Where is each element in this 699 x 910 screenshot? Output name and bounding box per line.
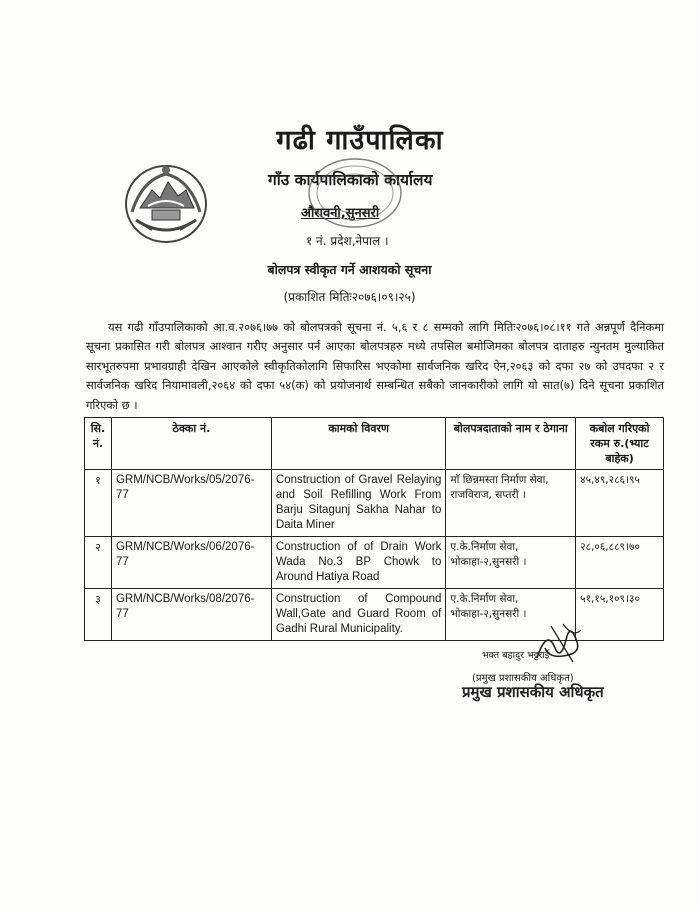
signatory-role: (प्रमुख प्रशासकीय अधिकृत) [472, 673, 574, 684]
header-sn: सि. नं. [85, 418, 112, 470]
row-bidder: ए.के.निर्माण सेवा, भोकाहा-२,सुनसरी । [446, 589, 576, 641]
row-bidder: ए.के.निर्माण सेवा, भोकाहा-२,सुनसरी । [446, 537, 576, 589]
header-desc: कामको विवरण [271, 418, 445, 470]
row-amount: ४५,४९,२८६।९५ [576, 470, 664, 537]
table-row [85, 537, 664, 589]
published-date: (प्रकाशित मितिः२०७६।०९।२५) [283, 290, 416, 304]
row-amount: २८,०६,८८९।७० [576, 537, 664, 589]
table-header-row [85, 418, 664, 470]
office-stamp [300, 150, 410, 236]
notice-body: यस गढी गाँउपालिकाको आ.व.२०७६।७७ को बोलपत्रको सूचना नं. ५,६ र ८ सम्मको लागि मितिः२०७६।०८।११ गते अन्नपूर्ण दैनिकमा सूचना प्रकासित गरी बोलपत्र आश्वान गरीए अनुसार पर्न आएका बोलपत्रहरु मध्ये तपसिल बमोजिमका बोलपत्र दाताहरु न्युनतम मुल्याकित सारभूतरुपमा प्रभावग्राही देखिन आएकोले स्वीकृतिकोलागि सिफारिस भएकोमा सार्वजनिक खरिद ऐन,२०६३ को दफा २७ को उपदफा २ र सार्वजनिक खरिद नियामावली,२०६४ को दफा ५४(क) को प्रयोजनार्थ सम्बन्धित सबैको जानकारीको लागि यो सात(७) दिने सूचना प्रकाशित गरिएको छ । [86, 320, 664, 412]
row-desc: Construction of of Drain Work Wada No.3 BP Chowk to Around Hatiya Road [271, 537, 445, 589]
row-sn: २ [85, 537, 112, 589]
signatory-name: भक्त बहादुर भट्टराई [482, 650, 550, 661]
header-ref: ठेक्का नं. [111, 418, 271, 470]
row-ref: GRM/NCB/Works/06/2076-77 [111, 537, 271, 589]
office-name: गाँउ कार्यपालिकाको कार्यालय [268, 171, 433, 189]
header-amount: कबोल गरिएको रकम रु.(भ्याट बाहेक) [576, 418, 664, 470]
row-bidder: माँ छिन्नमस्ता निर्माण सेवा, राजविराज, सप्तरी । [446, 470, 576, 537]
row-sn: १ [85, 470, 112, 537]
row-desc: Construction of Gravel Relaying and Soil Refilling Work From Barju Sitagunj Sakha Nahar to Daita Miner [271, 470, 445, 537]
table-row [85, 470, 664, 537]
header-bidder: बोलपत्रदाताको नाम र ठेगाना [446, 418, 576, 470]
designation-seal: प्रमुख प्रशासकीय अधिकृत [462, 683, 604, 701]
row-amount: ५१,१५,१०९।३० [576, 589, 664, 641]
row-desc: Construction of Compound Wall,Gate and Guard Room of Gadhi Rural Municipality. [271, 589, 445, 641]
handwritten-signature [533, 618, 585, 668]
province-line: १ नं. प्रदेश,नेपाल । [306, 234, 389, 248]
bids-table [84, 417, 664, 641]
office-address: औरावनी,सुनसरी [301, 206, 380, 221]
row-ref: GRM/NCB/Works/05/2076-77 [111, 470, 271, 537]
nepal-emblem-logo [122, 160, 210, 246]
org-name: गढी गाउँपालिका [276, 125, 444, 156]
row-ref: GRM/NCB/Works/08/2076-77 [111, 589, 271, 641]
row-sn: ३ [85, 589, 112, 641]
notice-title: बोलपत्र स्वीकृत गर्ने आशयको सूचना [267, 262, 432, 277]
